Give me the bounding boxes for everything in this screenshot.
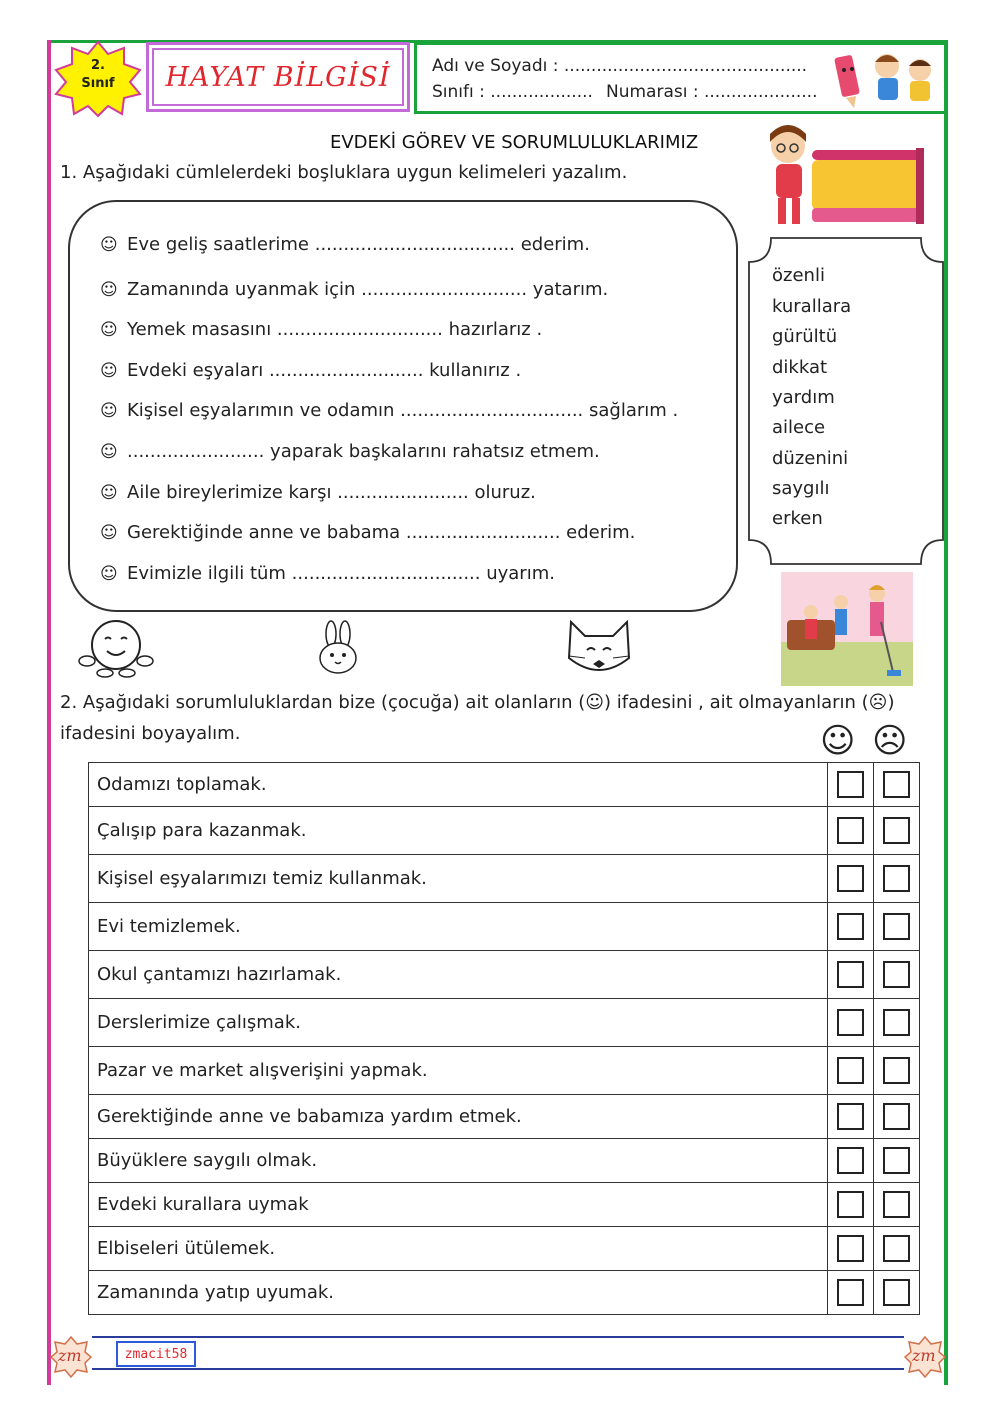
sentence-text: Evdeki eşyaları ........................... kullanırız . (127, 360, 522, 381)
sentence-text: Evimizle ilgili tüm ................................. uyarım. (127, 563, 555, 584)
sad-cell (874, 855, 920, 903)
smiling-ball-illustration (77, 617, 155, 679)
happy-cell (828, 1271, 874, 1315)
table-row (89, 1095, 920, 1139)
happy-face-icon: ☺ (820, 721, 856, 761)
task-label: Kişisel eşyalarımızı temiz kullanmak. (89, 855, 828, 903)
responsibility-table (88, 762, 920, 1315)
task-label: Elbiseleri ütülemek. (89, 1227, 828, 1271)
table-row (89, 999, 920, 1047)
sad-cell (874, 1095, 920, 1139)
pencil-kids-illustration (832, 46, 944, 110)
sentence-6[interactable] (100, 441, 600, 462)
number-field[interactable]: Numarası : ..................... (606, 82, 818, 102)
smiley-bullet-icon: ☺ (100, 280, 118, 300)
happy-checkbox[interactable] (837, 817, 864, 844)
sad-cell (874, 807, 920, 855)
sad-face-icon: ☹ (872, 721, 908, 761)
question-2-instruction: 2. Aşağıdaki sorumluluklardan bize (çocuğa) ait olanların (☺) ifadesini , ait olmayanların (☹) (60, 692, 895, 713)
sentence-text: Aile bireylerimize karşı ....................... oluruz. (127, 482, 536, 503)
sad-checkbox[interactable] (883, 1191, 910, 1218)
happy-checkbox[interactable] (837, 865, 864, 892)
task-label: Evi temizlemek. (89, 903, 828, 951)
sad-checkbox[interactable] (883, 1279, 910, 1306)
sad-checkbox[interactable] (883, 865, 910, 892)
question-2-instruction-cont: ifadesini boyayalım. (60, 723, 241, 744)
sad-cell (874, 903, 920, 951)
happy-cell (828, 951, 874, 999)
task-label: Okul çantamızı hazırlamak. (89, 951, 828, 999)
sad-checkbox[interactable] (883, 1103, 910, 1130)
section-heading: EVDEKİ GÖREV VE SORUMLULUKLARIMIZ (330, 132, 699, 153)
table-row (89, 903, 920, 951)
happy-checkbox[interactable] (837, 1103, 864, 1130)
word-bank-item: erken (772, 508, 823, 529)
sentence-3[interactable] (100, 319, 542, 340)
sad-checkbox[interactable] (883, 913, 910, 940)
zm-logo-left-text: zm (58, 1346, 82, 1365)
grade-number: 2. (91, 58, 105, 73)
sad-cell (874, 1047, 920, 1095)
table-row (89, 855, 920, 903)
sentence-text: Zamanında uyanmak için ............................. yatarım. (127, 279, 609, 300)
happy-cell (828, 1139, 874, 1183)
happy-checkbox[interactable] (837, 1147, 864, 1174)
task-label: Gerektiğinde anne ve babamıza yardım etmek. (89, 1095, 828, 1139)
word-bank-item: kurallara (772, 296, 852, 317)
task-label: Pazar ve market alışverişini yapmak. (89, 1047, 828, 1095)
sad-cell (874, 951, 920, 999)
table-row (89, 1183, 920, 1227)
sentence-text: Eve geliş saatlerime ................................... ederim. (127, 234, 590, 255)
happy-cell (828, 763, 874, 807)
table-row (89, 1271, 920, 1315)
sad-cell (874, 999, 920, 1047)
happy-checkbox[interactable] (837, 961, 864, 988)
sad-cell (874, 1271, 920, 1315)
smiley-bullet-icon: ☺ (100, 442, 118, 462)
table-row (89, 807, 920, 855)
footer-rule-bottom (92, 1368, 904, 1370)
table-row (89, 951, 920, 999)
word-bank-item: özenli (772, 265, 825, 286)
happy-cell (828, 1183, 874, 1227)
sad-checkbox[interactable] (883, 771, 910, 798)
sad-checkbox[interactable] (883, 1009, 910, 1036)
sad-cell (874, 1227, 920, 1271)
sentence-9[interactable] (100, 563, 555, 584)
happy-cell (828, 903, 874, 951)
happy-checkbox[interactable] (837, 913, 864, 940)
sentence-text: ........................ yaparak başkalarını rahatsız etmem. (127, 441, 600, 462)
word-bank-item: saygılı (772, 478, 830, 499)
happy-cell (828, 1095, 874, 1139)
word-bank-item: gürültü (772, 326, 838, 347)
sentence-text: Gerektiğinde anne ve babama ........................... ederim. (127, 522, 636, 543)
sentence-5[interactable] (100, 400, 678, 421)
girl-making-bed-illustration (752, 120, 930, 232)
sad-checkbox[interactable] (883, 1057, 910, 1084)
table-row (89, 1139, 920, 1183)
happy-checkbox[interactable] (837, 1009, 864, 1036)
happy-cell (828, 855, 874, 903)
grade-label (52, 57, 144, 93)
task-label: Odamızı toplamak. (89, 763, 828, 807)
happy-checkbox[interactable] (837, 1191, 864, 1218)
sad-checkbox[interactable] (883, 961, 910, 988)
smiley-bullet-icon: ☺ (100, 483, 118, 503)
table-row (89, 1047, 920, 1095)
grade-word: Sınıf (81, 76, 115, 91)
sentence-7[interactable] (100, 482, 536, 503)
sad-cell (874, 1183, 920, 1227)
happy-checkbox[interactable] (837, 1235, 864, 1262)
task-label: Büyüklere saygılı olmak. (89, 1139, 828, 1183)
page-border-left (47, 40, 51, 1385)
sentence-text: Yemek masasını ............................. hazırlarız . (127, 319, 543, 340)
word-bank-item: düzenini (772, 448, 849, 469)
happy-checkbox[interactable] (837, 1279, 864, 1306)
word-bank-item: ailece (772, 417, 826, 438)
table-row (89, 1227, 920, 1271)
class-field[interactable]: Sınıfı : ................... (432, 82, 593, 102)
author-tag: zmacit58 (116, 1341, 196, 1367)
task-label: Evdeki kurallara uymak (89, 1183, 828, 1227)
sad-cell (874, 1139, 920, 1183)
sad-cell (874, 763, 920, 807)
word-bank-item: yardım (772, 387, 835, 408)
task-label: Derslerimize çalışmak. (89, 999, 828, 1047)
bunny-face-illustration (313, 620, 363, 676)
smiley-bullet-icon: ☺ (100, 235, 118, 255)
footer-rule-top (92, 1336, 904, 1338)
sentence-8[interactable] (100, 522, 635, 543)
happy-cell (828, 807, 874, 855)
smiley-bullet-icon: ☺ (100, 320, 118, 340)
zm-logo-right-text: zm (912, 1346, 936, 1365)
sentence-4[interactable] (100, 360, 521, 381)
cat-face-illustration (563, 618, 635, 680)
question-1-instruction: 1. Aşağıdaki cümlelerdeki boşluklara uygun kelimeleri yazalım. (60, 162, 628, 183)
happy-checkbox[interactable] (837, 771, 864, 798)
table-row (89, 763, 920, 807)
sad-checkbox[interactable] (883, 1147, 910, 1174)
happy-cell (828, 1047, 874, 1095)
happy-checkbox[interactable] (837, 1057, 864, 1084)
worksheet-title: HAYAT BİLGİSİ (152, 48, 404, 106)
word-bank-item: dikkat (772, 357, 828, 378)
smiley-bullet-icon: ☺ (100, 564, 118, 584)
task-label: Çalışıp para kazanmak. (89, 807, 828, 855)
smiley-bullet-icon: ☺ (100, 401, 118, 421)
name-field[interactable]: Adı ve Soyadı : ............................................. (432, 56, 808, 76)
sentence-1[interactable] (100, 234, 590, 255)
smiley-bullet-icon: ☺ (100, 361, 118, 381)
sentence-text: Kişisel eşyalarımın ve odamın ................................ sağlarım . (127, 400, 679, 421)
sad-checkbox[interactable] (883, 1235, 910, 1262)
happy-cell (828, 999, 874, 1047)
family-cleaning-illustration (781, 572, 913, 686)
smiley-bullet-icon: ☺ (100, 523, 118, 543)
sad-checkbox[interactable] (883, 817, 910, 844)
happy-cell (828, 1227, 874, 1271)
sentence-2[interactable] (100, 279, 608, 300)
task-label: Zamanında yatıp uyumak. (89, 1271, 828, 1315)
